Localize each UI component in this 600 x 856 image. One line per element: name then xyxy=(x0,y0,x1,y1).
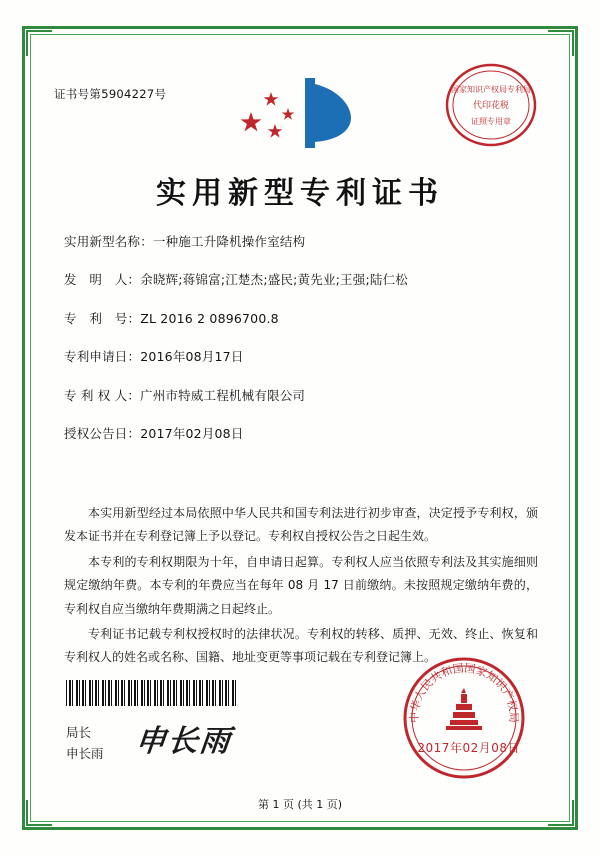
tax-stamp-seal xyxy=(444,58,538,152)
legal-text xyxy=(64,502,538,672)
signature-role: 局长 xyxy=(66,724,92,740)
certificate-content xyxy=(44,50,556,810)
svg-text:国家知识产权局专利局: 国家知识产权局专利局 xyxy=(451,85,531,94)
issue-date: 2017年02月08日 xyxy=(417,741,520,755)
field-value: 2016年08月17日 xyxy=(140,349,244,365)
handwritten-signature: 申长雨 xyxy=(133,724,234,759)
legal-paragraph: 专利证书记载专利权授权时的法律状况。专利权的转移、质押、无效、终止、恢复和专利权人的姓名或名称、国籍、地址变更等事项记载在专利登记簿上。 xyxy=(64,626,538,665)
field-value: 2017年02月08日 xyxy=(140,425,244,441)
field-row xyxy=(64,270,542,289)
signature-name: 申长雨 xyxy=(66,745,104,761)
page-footer: 第 1 页 (共 1 页) xyxy=(257,798,343,811)
field-row xyxy=(64,232,542,251)
field-row xyxy=(64,347,542,366)
field-list xyxy=(64,232,542,462)
field-label: 授权公告日： xyxy=(64,425,141,441)
legal-paragraph: 本专利的专利权期限为十年，自申请日起算。专利权人应当依照专利法及其实施细则规定缴纳年费。本专利的年费应当在每年 08 月 17 日前缴纳。未按照规定缴纳年费的，专利权自应当缴纳年费期满之日起终止。 xyxy=(64,554,538,616)
certificate-number: 证书号第5904227号 xyxy=(54,87,167,101)
barcode xyxy=(66,680,236,706)
cnipa-logo-icon xyxy=(235,70,365,156)
field-label: 专 利 权 人： xyxy=(64,387,141,403)
field-label: 专利申请日： xyxy=(64,349,141,365)
field-label: 专 利 号： xyxy=(64,310,141,326)
field-label: 实用新型名称： xyxy=(64,234,153,249)
signature-block xyxy=(66,722,104,765)
field-value: 余晓辉;蒋锦富;江楚杰;盛民;黄先业;王强;陆仁松 xyxy=(140,272,408,288)
legal-paragraph: 本实用新型经过本局依照中华人民共和国专利法进行初步审查，决定授予专利权，颁发本证书并在专利登记簿上予以登记。专利权自授权公告之日起生效。 xyxy=(64,506,538,544)
svg-text:代印花税: 代印花税 xyxy=(472,101,510,111)
page-title: 实用新型专利证书 xyxy=(156,176,444,211)
field-row xyxy=(64,386,542,405)
official-round-seal xyxy=(400,654,528,782)
field-label: 发 明 人： xyxy=(64,272,141,288)
field-value: ZL 2016 2 0896700.8 xyxy=(140,310,279,326)
field-row xyxy=(64,309,542,328)
field-value: 广州市特威工程机械有限公司 xyxy=(140,387,306,403)
svg-text:中华人民共和国国家知识产权局: 中华人民共和国国家知识产权局 xyxy=(407,661,521,723)
svg-text:证照专用章: 证照专用章 xyxy=(471,117,511,126)
field-row xyxy=(64,424,542,443)
field-value: 一种施工升降机操作室结构 xyxy=(152,234,306,249)
